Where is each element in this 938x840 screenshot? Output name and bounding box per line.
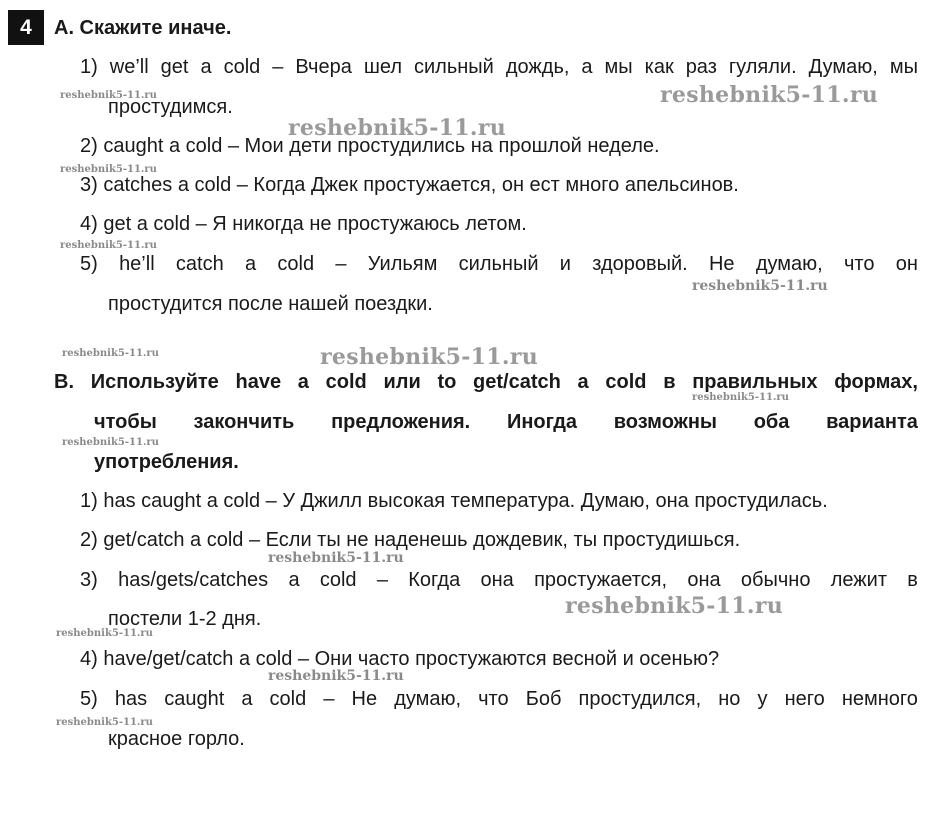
word: cold	[269, 688, 307, 710]
section-b-line-1: 1) has caught a cold – У Джилл высокая температура. Думаю, она простудилась.	[80, 490, 828, 512]
word: Вчера	[295, 56, 352, 78]
watermark: reshebnik5-11.ru	[62, 437, 159, 448]
word: cold	[223, 56, 261, 78]
word: cold	[325, 371, 367, 393]
section-a-heading: А. Скажите иначе.	[54, 17, 232, 39]
word: a	[297, 371, 309, 393]
word: оба	[753, 411, 790, 433]
word: 5)	[80, 253, 98, 275]
word: чтобы	[94, 411, 157, 433]
word: cold	[319, 569, 357, 591]
word: 5)	[80, 688, 98, 710]
word: have	[235, 371, 282, 393]
word: 3)	[80, 569, 98, 591]
watermark: reshebnik5-11.ru	[56, 628, 153, 639]
section-b-line-3-cont: постели 1-2 дня.	[108, 608, 262, 630]
watermark: reshebnik5-11.ru	[60, 240, 157, 251]
word: или	[383, 371, 421, 393]
word: has/gets/catches	[118, 569, 269, 591]
word: в	[907, 569, 918, 591]
watermark: reshebnik5-11.ru	[268, 550, 404, 566]
word: что	[478, 688, 509, 710]
section-a-line-2: 2) caught a cold – Мои дети простудились на прошлой неделе.	[80, 135, 660, 157]
word: дождь,	[505, 56, 570, 78]
section-b-line-2: 2) get/catch a cold – Если ты не наденешь дождевик, ты простудишься.	[80, 529, 741, 551]
word: Думаю,	[808, 56, 878, 78]
word: Не	[708, 253, 735, 275]
section-b-line-5	[80, 687, 918, 711]
word: Используйте	[90, 371, 219, 393]
word: Уильям	[367, 253, 438, 275]
section-a-line-1	[80, 55, 918, 79]
watermark: reshebnik5-11.ru	[320, 344, 539, 370]
word: сильный	[414, 56, 494, 78]
word: что	[843, 253, 875, 275]
word: get	[160, 56, 189, 78]
word: здоровый.	[592, 253, 688, 275]
word: он	[895, 253, 918, 275]
word: –	[376, 569, 388, 591]
section-b-heading-line-2	[94, 410, 918, 434]
word: как	[644, 56, 674, 78]
section-b-line-4: 4) have/get/catch a cold – Они часто простужаются весной и осенью?	[80, 648, 720, 670]
word: we’ll	[109, 56, 149, 78]
section-b-line-3	[80, 568, 918, 592]
section-a-line-5	[80, 252, 918, 276]
word: Иногда	[506, 411, 578, 433]
word: думаю,	[394, 688, 462, 710]
word: простужается,	[534, 569, 668, 591]
word: а	[581, 56, 593, 78]
word: a	[577, 371, 589, 393]
word: Когда	[408, 569, 461, 591]
section-a-line-3: 3) catches a cold – Когда Джек простужается, он ест много апельсинов.	[80, 174, 739, 196]
word: гуляли.	[728, 56, 797, 78]
word: думаю,	[755, 253, 823, 275]
word: catch	[175, 253, 224, 275]
word: he’ll	[119, 253, 155, 275]
word: него	[784, 688, 825, 710]
exercise-number: 4	[20, 15, 32, 39]
word: немного	[841, 688, 918, 710]
word: и	[559, 253, 571, 275]
section-b-heading-line-3: употребления.	[94, 451, 239, 473]
word: она	[480, 569, 514, 591]
word: закончить	[193, 411, 295, 433]
watermark: reshebnik5-11.ru	[692, 392, 789, 403]
word: B.	[54, 371, 74, 393]
word: Боб	[525, 688, 562, 710]
watermark: reshebnik5-11.ru	[60, 164, 157, 175]
word: a	[288, 569, 300, 591]
watermark: reshebnik5-11.ru	[60, 90, 157, 101]
word: в	[663, 371, 676, 393]
word: –	[335, 253, 347, 275]
word: возможны	[613, 411, 717, 433]
word: но	[718, 688, 741, 710]
watermark: reshebnik5-11.ru	[565, 593, 784, 619]
watermark: reshebnik5-11.ru	[288, 115, 507, 141]
word: шел	[363, 56, 403, 78]
word: предложения.	[331, 411, 471, 433]
word: правильных	[692, 371, 818, 393]
word: a	[241, 688, 253, 710]
word: get/catch	[473, 371, 561, 393]
word: cold	[605, 371, 647, 393]
word: Не	[351, 688, 378, 710]
word: –	[272, 56, 284, 78]
watermark: reshebnik5-11.ru	[692, 278, 828, 294]
section-a-line-5-cont: простудится после нашей поездки.	[108, 293, 433, 315]
word: –	[323, 688, 335, 710]
word: a	[244, 253, 257, 275]
word: мы	[889, 56, 918, 78]
word: формах,	[834, 371, 918, 393]
section-b-heading-line-1	[54, 370, 918, 394]
watermark: reshebnik5-11.ru	[62, 348, 159, 359]
word: у	[757, 688, 768, 710]
watermark: reshebnik5-11.ru	[660, 82, 879, 108]
section-a-line-4: 4) get a cold – Я никогда не простужаюсь летом.	[80, 213, 527, 235]
word: она	[687, 569, 721, 591]
word: мы	[604, 56, 633, 78]
word: обычно	[740, 569, 811, 591]
exercise-number-badge	[8, 10, 44, 45]
word: to	[437, 371, 457, 393]
word: варианта	[826, 411, 918, 433]
word: лежит	[830, 569, 888, 591]
word: простудился,	[578, 688, 702, 710]
word: caught	[164, 688, 225, 710]
watermark: reshebnik5-11.ru	[268, 668, 404, 684]
word: 1)	[80, 56, 98, 78]
section-b-line-5-cont: красное горло.	[108, 728, 245, 750]
word: сильный	[458, 253, 539, 275]
word: a	[200, 56, 212, 78]
word: раз	[685, 56, 717, 78]
section-a-line-1-cont: простудимся.	[108, 96, 233, 118]
word: has	[114, 688, 148, 710]
word: cold	[277, 253, 315, 275]
watermark: reshebnik5-11.ru	[56, 717, 153, 728]
